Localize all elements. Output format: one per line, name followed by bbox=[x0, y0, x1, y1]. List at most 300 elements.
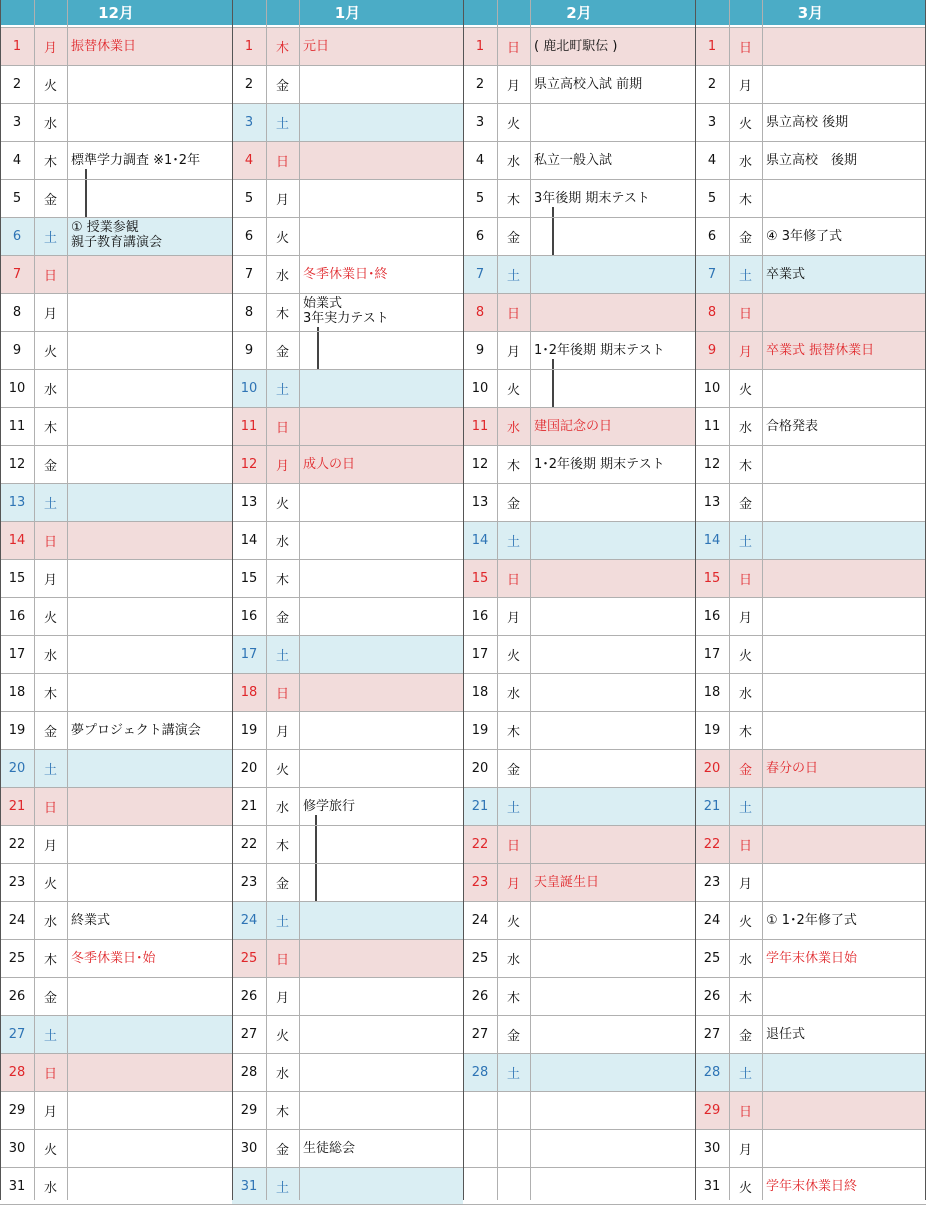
day-number: 14 bbox=[240, 532, 258, 548]
weekday: 火 bbox=[275, 496, 289, 512]
day-number: 6 bbox=[707, 228, 717, 244]
event-text bbox=[299, 521, 463, 559]
event-text bbox=[67, 445, 232, 483]
event-text bbox=[67, 1015, 232, 1053]
weekday: 土 bbox=[729, 255, 762, 293]
event-text: 修学旅行 bbox=[303, 798, 356, 814]
weekday: 水 bbox=[497, 407, 530, 445]
day-number: 22 bbox=[8, 836, 26, 852]
column-divider bbox=[729, 0, 730, 1200]
event-text bbox=[299, 369, 463, 407]
day-number: 19 bbox=[8, 722, 26, 738]
day-number: 23 bbox=[8, 874, 26, 890]
event-text bbox=[530, 749, 695, 787]
weekday: 金 bbox=[43, 724, 57, 740]
weekday: 月 bbox=[43, 838, 57, 854]
weekday: 水 bbox=[43, 382, 57, 398]
weekday: 日 bbox=[497, 559, 530, 597]
day-number: 16 bbox=[471, 608, 489, 624]
event-text bbox=[762, 597, 926, 635]
day-number: 25 bbox=[8, 950, 26, 966]
event-text bbox=[530, 1129, 695, 1167]
event-text bbox=[762, 179, 926, 217]
weekday: 金 bbox=[275, 344, 289, 360]
weekday: 土 bbox=[729, 787, 762, 825]
event-text bbox=[67, 483, 232, 521]
event-text: 夢プロジェクト講演会 bbox=[71, 722, 201, 738]
event-text bbox=[762, 65, 926, 103]
day-number: 22 bbox=[695, 825, 729, 863]
event-text bbox=[67, 255, 232, 293]
weekday: 火 bbox=[275, 230, 289, 246]
day-number: 11 bbox=[8, 418, 26, 434]
weekday: 金 bbox=[275, 78, 289, 94]
event-text bbox=[67, 635, 232, 673]
day-number: 12 bbox=[471, 456, 489, 472]
weekday: 金 bbox=[275, 876, 289, 892]
event-text: 学年末休業日終 bbox=[766, 1178, 858, 1194]
weekday: 日 bbox=[34, 521, 67, 559]
weekday: 金 bbox=[275, 1142, 289, 1158]
day-number: 9 bbox=[475, 342, 485, 358]
month-header-3: 2月 bbox=[463, 0, 695, 25]
day-number: 10 bbox=[8, 380, 26, 396]
event-text bbox=[762, 635, 926, 673]
weekday: 土 bbox=[34, 217, 67, 255]
day-number: 30 bbox=[703, 1140, 721, 1156]
event-text: 学年末休業日始 bbox=[766, 950, 858, 966]
day-number: 25 bbox=[232, 939, 266, 977]
day-number: 6 bbox=[475, 228, 485, 244]
event-text: 合格発表 bbox=[766, 418, 819, 434]
event-text bbox=[67, 1053, 232, 1091]
event-text bbox=[299, 977, 463, 1015]
weekday: 金 bbox=[275, 610, 289, 626]
day-number: 10 bbox=[703, 380, 721, 396]
weekday bbox=[497, 1129, 530, 1167]
day-number: 26 bbox=[471, 988, 489, 1004]
day-number: 21 bbox=[0, 787, 34, 825]
day-number: 17 bbox=[8, 646, 26, 662]
event-text bbox=[299, 901, 463, 939]
day-number: 31 bbox=[703, 1178, 721, 1194]
weekday: 月 bbox=[738, 1142, 752, 1158]
event-text: 標準学力調査 ※1･2年 bbox=[71, 152, 201, 168]
day-number: 12 bbox=[8, 456, 26, 472]
day-number: 23 bbox=[240, 874, 258, 890]
day-number: 4 bbox=[475, 152, 485, 168]
month-header-4: 3月 bbox=[695, 0, 926, 25]
weekday: 日 bbox=[497, 27, 530, 65]
weekday: 水 bbox=[738, 420, 752, 436]
day-number: 3 bbox=[475, 114, 485, 130]
day-number: 18 bbox=[703, 684, 721, 700]
weekday: 土 bbox=[266, 635, 299, 673]
day-number: 1 bbox=[463, 27, 497, 65]
weekday: 土 bbox=[266, 901, 299, 939]
day-number: 1 bbox=[232, 27, 266, 65]
day-number: 9 bbox=[244, 342, 254, 358]
weekday: 水 bbox=[43, 914, 57, 930]
weekday: 木 bbox=[275, 572, 289, 588]
day-number: 2 bbox=[244, 76, 254, 92]
weekday: 日 bbox=[729, 293, 762, 331]
weekday: 木 bbox=[275, 1104, 289, 1120]
event-text bbox=[299, 673, 463, 711]
day-number: 7 bbox=[695, 255, 729, 293]
day-number: 7 bbox=[244, 266, 254, 282]
day-number: 5 bbox=[707, 190, 717, 206]
day-number: 13 bbox=[471, 494, 489, 510]
weekday: 金 bbox=[506, 762, 520, 778]
day-number: 15 bbox=[463, 559, 497, 597]
day-number: 13 bbox=[0, 483, 34, 521]
event-text bbox=[67, 787, 232, 825]
weekday: 水 bbox=[506, 952, 520, 968]
day-number: 27 bbox=[471, 1026, 489, 1042]
weekday: 水 bbox=[738, 154, 752, 170]
event-text bbox=[530, 103, 695, 141]
weekday: 日 bbox=[729, 559, 762, 597]
weekday: 水 bbox=[275, 534, 289, 550]
day-number: 22 bbox=[463, 825, 497, 863]
event-text bbox=[530, 1091, 695, 1129]
column-divider bbox=[299, 0, 300, 1200]
weekday: 金 bbox=[738, 1028, 752, 1044]
day-number: 14 bbox=[0, 521, 34, 559]
day-number: 28 bbox=[0, 1053, 34, 1091]
weekday: 火 bbox=[275, 1028, 289, 1044]
event-text: ① 授業参観 親子教育講演会 bbox=[67, 217, 232, 255]
weekday: 金 bbox=[43, 192, 57, 208]
event-text bbox=[67, 863, 232, 901]
event-text bbox=[299, 559, 463, 597]
day-number: 31 bbox=[8, 1178, 26, 1194]
weekday: 水 bbox=[506, 686, 520, 702]
weekday: 月 bbox=[275, 192, 289, 208]
day-number: 31 bbox=[232, 1167, 266, 1205]
month-header-1: 12月 bbox=[0, 0, 232, 25]
weekday: 月 bbox=[738, 610, 752, 626]
day-number: 5 bbox=[244, 190, 254, 206]
weekday: 火 bbox=[738, 1180, 752, 1196]
day-number: 7 bbox=[463, 255, 497, 293]
day-number: 16 bbox=[703, 608, 721, 624]
event-text: ( 鹿北町駅伝 ) bbox=[530, 27, 695, 65]
day-number: 14 bbox=[695, 521, 729, 559]
weekday: 日 bbox=[266, 939, 299, 977]
event-text bbox=[762, 825, 926, 863]
weekday: 日 bbox=[729, 1091, 762, 1129]
event-text bbox=[762, 1091, 926, 1129]
weekday: 木 bbox=[738, 458, 752, 474]
event-text bbox=[299, 141, 463, 179]
weekday: 水 bbox=[43, 648, 57, 664]
event-text bbox=[67, 749, 232, 787]
weekday: 月 bbox=[43, 1104, 57, 1120]
event-text bbox=[299, 65, 463, 103]
day-number: 4 bbox=[12, 152, 22, 168]
event-text bbox=[762, 1129, 926, 1167]
event-text: 卒業式 bbox=[762, 255, 926, 293]
weekday: 日 bbox=[729, 825, 762, 863]
event-text: 元日 bbox=[299, 27, 463, 65]
weekday: 木 bbox=[43, 420, 57, 436]
day-number: 28 bbox=[240, 1064, 258, 1080]
event-text bbox=[299, 597, 463, 635]
weekday: 土 bbox=[497, 1053, 530, 1091]
day-number: 6 bbox=[0, 217, 34, 255]
event-text: 県立高校入試 前期 bbox=[534, 76, 643, 92]
day-number: 20 bbox=[240, 760, 258, 776]
event-text bbox=[762, 711, 926, 749]
day-number: 19 bbox=[471, 722, 489, 738]
event-text bbox=[530, 825, 695, 863]
day-number: 11 bbox=[463, 407, 497, 445]
event-text bbox=[67, 179, 232, 217]
weekday: 月 bbox=[506, 344, 520, 360]
event-text bbox=[762, 977, 926, 1015]
weekday: 火 bbox=[506, 914, 520, 930]
weekday: 日 bbox=[34, 1053, 67, 1091]
day-number: 29 bbox=[695, 1091, 729, 1129]
weekday: 金 bbox=[729, 749, 762, 787]
weekday: 木 bbox=[506, 458, 520, 474]
event-text bbox=[530, 255, 695, 293]
event-text bbox=[67, 597, 232, 635]
weekday: 日 bbox=[497, 293, 530, 331]
event-text bbox=[299, 939, 463, 977]
event-text: 始業式 3年実力テスト bbox=[303, 296, 389, 326]
event-text: 1･2年後期 期末テスト bbox=[534, 456, 665, 472]
weekday: 水 bbox=[275, 800, 289, 816]
day-number: 18 bbox=[232, 673, 266, 711]
event-text bbox=[762, 863, 926, 901]
event-text bbox=[762, 521, 926, 559]
day-number: 26 bbox=[240, 988, 258, 1004]
event-text bbox=[530, 293, 695, 331]
weekday: 木 bbox=[266, 27, 299, 65]
day-number: 7 bbox=[0, 255, 34, 293]
event-text bbox=[67, 673, 232, 711]
weekday: 月 bbox=[43, 572, 57, 588]
event-text bbox=[762, 483, 926, 521]
weekday: 火 bbox=[43, 344, 57, 360]
weekday: 金 bbox=[506, 1028, 520, 1044]
event-text: 卒業式 振替休業日 bbox=[762, 331, 926, 369]
day-number: 19 bbox=[240, 722, 258, 738]
event-text bbox=[299, 483, 463, 521]
event-text bbox=[299, 331, 463, 369]
weekday: 水 bbox=[738, 952, 752, 968]
weekday: 木 bbox=[738, 192, 752, 208]
event-text: 3年後期 期末テスト bbox=[534, 190, 650, 206]
event-text bbox=[67, 559, 232, 597]
event-text: ④ 3年修了式 bbox=[766, 228, 843, 244]
event-text bbox=[299, 711, 463, 749]
weekday: 木 bbox=[275, 306, 289, 322]
event-text: 成人の日 bbox=[299, 445, 463, 483]
weekday: 土 bbox=[266, 369, 299, 407]
column-divider bbox=[232, 0, 233, 1200]
day-number: 8 bbox=[695, 293, 729, 331]
day-number: 30 bbox=[240, 1140, 258, 1156]
weekday: 日 bbox=[266, 141, 299, 179]
day-number: 9 bbox=[12, 342, 22, 358]
weekday: 火 bbox=[43, 1142, 57, 1158]
day-number: 25 bbox=[703, 950, 721, 966]
event-text bbox=[530, 711, 695, 749]
weekday: 火 bbox=[506, 116, 520, 132]
weekday: 日 bbox=[34, 255, 67, 293]
day-number: 12 bbox=[703, 456, 721, 472]
day-number: 24 bbox=[703, 912, 721, 928]
day-number: 9 bbox=[695, 331, 729, 369]
event-text bbox=[762, 787, 926, 825]
weekday: 日 bbox=[729, 27, 762, 65]
day-number: 21 bbox=[240, 798, 258, 814]
day-number: 26 bbox=[703, 988, 721, 1004]
day-number: 16 bbox=[8, 608, 26, 624]
event-text bbox=[762, 673, 926, 711]
weekday: 月 bbox=[497, 863, 530, 901]
event-text bbox=[299, 635, 463, 673]
weekday: 金 bbox=[506, 230, 520, 246]
day-number: 6 bbox=[244, 228, 254, 244]
event-text: 終業式 bbox=[71, 912, 111, 928]
weekday: 日 bbox=[497, 825, 530, 863]
weekday: 水 bbox=[275, 1066, 289, 1082]
event-text bbox=[67, 103, 232, 141]
day-number: 27 bbox=[703, 1026, 721, 1042]
event-text: 退任式 bbox=[766, 1026, 806, 1042]
weekday: 月 bbox=[275, 990, 289, 1006]
weekday: 水 bbox=[738, 686, 752, 702]
weekday: 火 bbox=[506, 648, 520, 664]
weekday: 木 bbox=[506, 724, 520, 740]
day-number: 5 bbox=[475, 190, 485, 206]
event-text bbox=[299, 825, 463, 863]
event-text bbox=[299, 179, 463, 217]
event-text bbox=[762, 445, 926, 483]
day-number: 29 bbox=[8, 1102, 26, 1118]
event-text bbox=[762, 293, 926, 331]
event-text bbox=[67, 977, 232, 1015]
day-number: 5 bbox=[12, 190, 22, 206]
weekday: 火 bbox=[738, 648, 752, 664]
day-number: 21 bbox=[463, 787, 497, 825]
day-number: 20 bbox=[695, 749, 729, 787]
weekday: 土 bbox=[729, 1053, 762, 1091]
day-number: 10 bbox=[232, 369, 266, 407]
event-text bbox=[67, 407, 232, 445]
day-number: 13 bbox=[240, 494, 258, 510]
day-number: 29 bbox=[240, 1102, 258, 1118]
event-text: ① 1･2年修了式 bbox=[766, 912, 857, 928]
day-number: 2 bbox=[12, 76, 22, 92]
event-text: 冬季休業日･終 bbox=[303, 266, 388, 282]
weekday: 月 bbox=[729, 331, 762, 369]
event-text bbox=[530, 1167, 695, 1205]
day-number: 8 bbox=[12, 304, 22, 320]
day-number: 11 bbox=[703, 418, 721, 434]
weekday: 月 bbox=[738, 78, 752, 94]
day-number: 17 bbox=[232, 635, 266, 673]
event-text bbox=[762, 27, 926, 65]
day-number: 2 bbox=[707, 76, 717, 92]
event-text bbox=[762, 369, 926, 407]
event-text bbox=[299, 749, 463, 787]
weekday: 月 bbox=[266, 445, 299, 483]
column-divider bbox=[67, 0, 68, 1200]
day-number bbox=[463, 1167, 497, 1205]
day-number: 22 bbox=[240, 836, 258, 852]
day-number: 17 bbox=[471, 646, 489, 662]
weekday: 火 bbox=[43, 876, 57, 892]
weekday: 月 bbox=[43, 306, 57, 322]
event-text bbox=[299, 103, 463, 141]
weekday: 木 bbox=[738, 724, 752, 740]
column-divider bbox=[762, 0, 763, 1200]
event-text bbox=[530, 521, 695, 559]
weekday: 火 bbox=[738, 382, 752, 398]
event-text: 振替休業日 bbox=[67, 27, 232, 65]
day-number bbox=[463, 1129, 497, 1167]
day-number: 3 bbox=[12, 114, 22, 130]
weekday: 月 bbox=[738, 876, 752, 892]
event-text: 県立高校 後期 bbox=[766, 152, 858, 168]
event-text bbox=[299, 1167, 463, 1205]
day-number: 13 bbox=[703, 494, 721, 510]
weekday: 日 bbox=[34, 787, 67, 825]
event-text bbox=[530, 483, 695, 521]
event-text bbox=[530, 901, 695, 939]
day-number: 16 bbox=[240, 608, 258, 624]
weekday: 火 bbox=[275, 762, 289, 778]
day-number: 27 bbox=[0, 1015, 34, 1053]
day-number: 27 bbox=[240, 1026, 258, 1042]
weekday: 日 bbox=[266, 673, 299, 711]
event-text bbox=[299, 1091, 463, 1129]
weekday: 水 bbox=[43, 1180, 57, 1196]
day-number: 4 bbox=[232, 141, 266, 179]
weekday: 土 bbox=[266, 1167, 299, 1205]
weekday: 火 bbox=[738, 116, 752, 132]
day-number: 20 bbox=[471, 760, 489, 776]
column-divider bbox=[266, 0, 267, 1200]
day-number: 24 bbox=[232, 901, 266, 939]
weekday: 月 bbox=[506, 78, 520, 94]
day-number: 24 bbox=[471, 912, 489, 928]
day-number: 18 bbox=[8, 684, 26, 700]
weekday: 土 bbox=[497, 787, 530, 825]
event-text bbox=[67, 1129, 232, 1167]
weekday: 日 bbox=[266, 407, 299, 445]
event-text bbox=[67, 521, 232, 559]
event-text bbox=[67, 331, 232, 369]
weekday: 木 bbox=[43, 154, 57, 170]
day-number: 17 bbox=[703, 646, 721, 662]
day-number: 4 bbox=[707, 152, 717, 168]
event-text bbox=[299, 1053, 463, 1091]
event-text bbox=[530, 673, 695, 711]
weekday: 火 bbox=[738, 914, 752, 930]
weekday: 月 bbox=[506, 610, 520, 626]
event-text: 生徒総会 bbox=[303, 1140, 356, 1156]
day-number: 1 bbox=[695, 27, 729, 65]
day-number: 28 bbox=[463, 1053, 497, 1091]
event-text bbox=[67, 293, 232, 331]
